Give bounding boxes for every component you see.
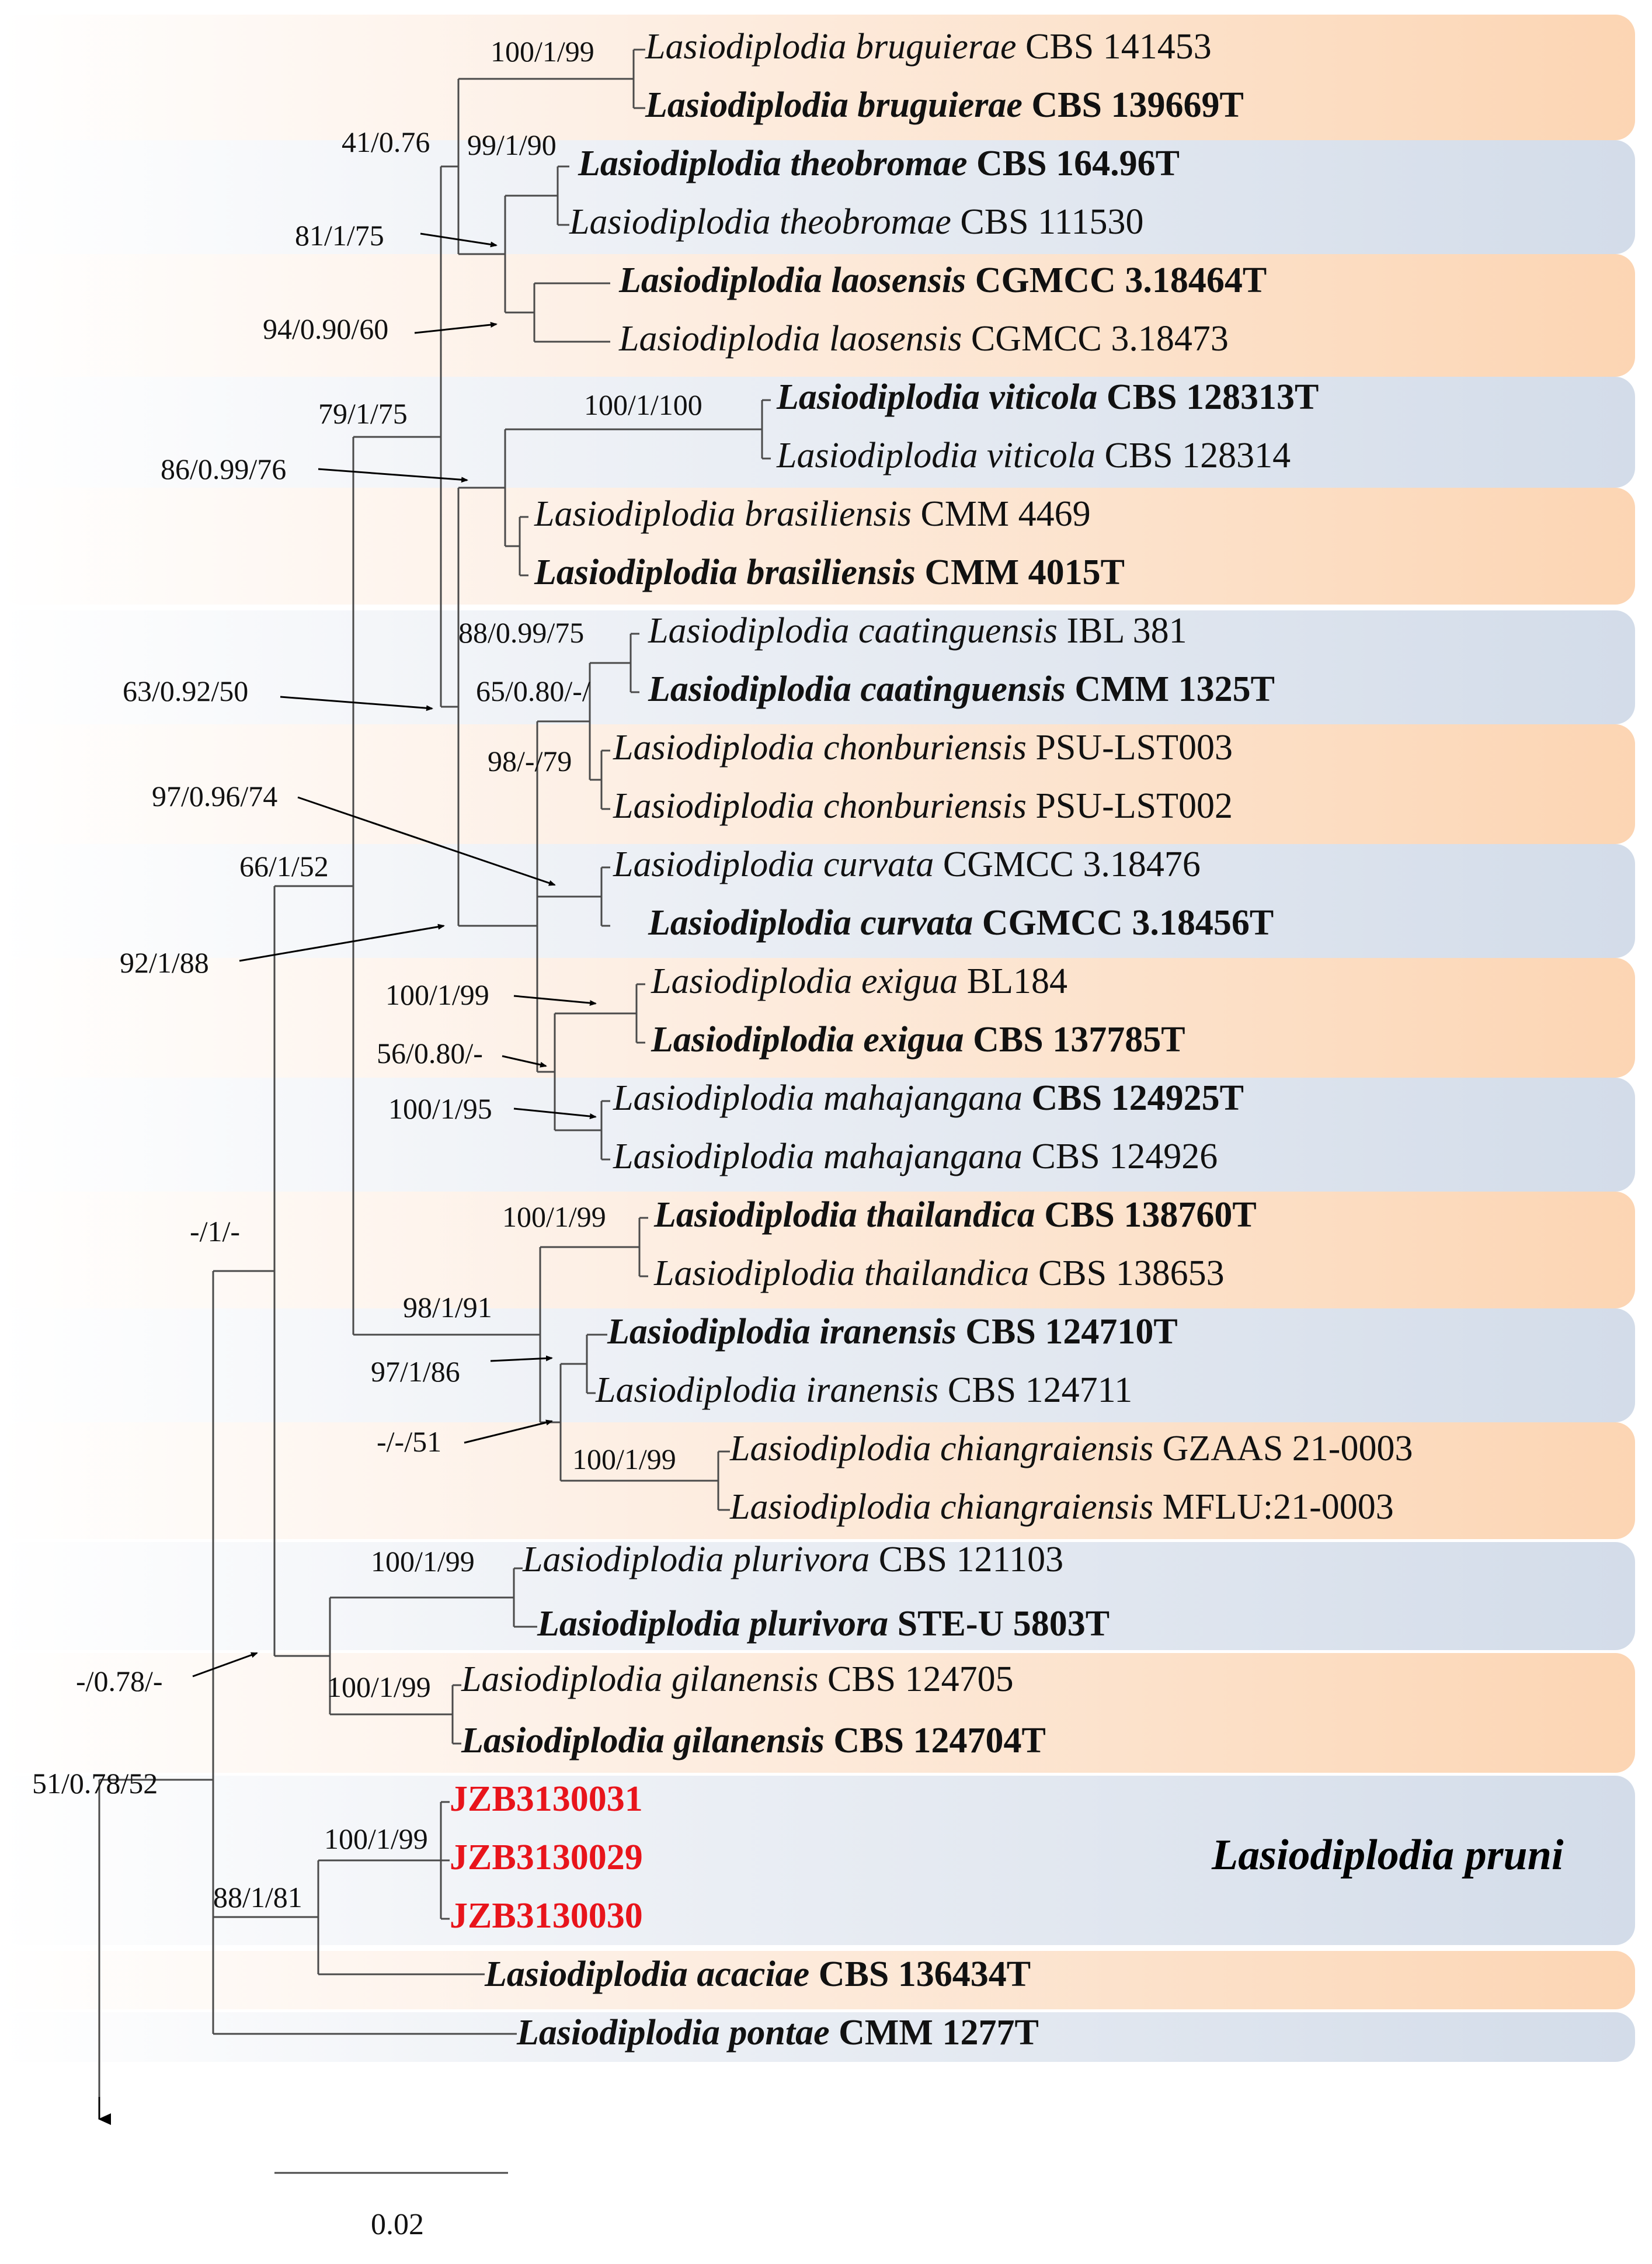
taxon-epithet: exigua xyxy=(861,961,967,1001)
taxon-genus: Lasiodiplodia xyxy=(654,1195,867,1235)
taxon-epithet: bruguierae xyxy=(857,85,1032,125)
taxon-epithet: curvata xyxy=(823,845,943,884)
taxon-epithet: caatinguensis xyxy=(858,611,1067,651)
taxon-genus: Lasiodiplodia xyxy=(651,1020,864,1060)
taxon-strain: CBS 124705 xyxy=(827,1659,1014,1699)
taxon-genus: Lasiodiplodia xyxy=(523,1540,733,1579)
taxon-epithet: gilanensis xyxy=(673,1721,834,1760)
taxon-genus: Lasiodiplodia xyxy=(569,202,780,242)
support-value: 97/1/86 xyxy=(371,1355,460,1388)
taxon-strain: CMM 1325T xyxy=(1074,669,1275,709)
taxon-epithet: theobromae xyxy=(790,144,977,183)
taxon-epithet: brasiliensis xyxy=(745,494,921,534)
support-value: 86/0.99/76 xyxy=(161,453,287,485)
taxon-label xyxy=(450,1838,643,1877)
taxon-label xyxy=(595,1370,1132,1410)
taxon-label xyxy=(618,261,1267,300)
support-value: 88/0.99/75 xyxy=(458,616,585,649)
support-value: 94/0.90/60 xyxy=(263,312,389,345)
taxon-strain: CBS 141453 xyxy=(1025,27,1212,67)
taxon-label xyxy=(461,1659,1014,1699)
taxon-epithet: pontae xyxy=(729,2013,839,2053)
taxon-strain: CBS 139669T xyxy=(1031,85,1244,125)
taxon-genus: Lasiodiplodia xyxy=(648,669,861,709)
support-value: 100/1/99 xyxy=(324,1822,428,1855)
taxon-label xyxy=(534,494,1091,534)
support-value: 51/0.78/52 xyxy=(32,1767,158,1800)
taxon-strain: CMM 4469 xyxy=(920,494,1091,534)
taxon-label xyxy=(776,377,1319,417)
support-value: -/-/51 xyxy=(377,1425,442,1458)
taxon-strain: PSU-LST002 xyxy=(1035,786,1233,826)
taxon-label xyxy=(450,1779,643,1819)
taxon-strain: CGMCC 3.18456T xyxy=(982,903,1274,943)
taxon-strain: CBS 121103 xyxy=(878,1540,1064,1579)
taxon-epithet: exigua xyxy=(863,1020,973,1060)
taxon-label xyxy=(537,1604,1110,1644)
taxon-label xyxy=(607,1312,1178,1352)
taxon-epithet: caatinguensis xyxy=(860,669,1075,709)
taxon-label xyxy=(450,1896,643,1936)
taxon-epithet: plurivora xyxy=(749,1604,898,1644)
taxon-label xyxy=(648,903,1274,943)
taxon-strain: CBS 136434T xyxy=(818,1954,1031,1994)
taxon-genus: Lasiodiplodia xyxy=(596,1370,806,1410)
taxon-genus: Lasiodiplodia xyxy=(613,845,824,884)
taxon-genus: Lasiodiplodia xyxy=(619,261,832,300)
taxon-genus: Lasiodiplodia xyxy=(613,728,824,768)
taxon-label xyxy=(653,1253,1225,1293)
taxon-label xyxy=(461,1721,1046,1760)
taxon-genus: Lasiodiplodia xyxy=(537,1604,750,1644)
taxon-label xyxy=(645,85,1244,125)
taxon-epithet: brasiliensis xyxy=(746,553,925,592)
taxon-genus: Lasiodiplodia xyxy=(651,961,862,1001)
taxon-label xyxy=(776,436,1291,475)
support-value: 56/0.80/- xyxy=(377,1037,483,1070)
taxon-epithet: acaciae xyxy=(697,1954,819,1994)
support-value: 100/1/99 xyxy=(572,1443,676,1475)
taxon-label xyxy=(653,1195,1257,1235)
taxon-epithet: mahajangana xyxy=(823,1078,1032,1118)
taxon-label xyxy=(648,611,1187,651)
taxon-label xyxy=(578,144,1180,183)
support-value: 66/1/52 xyxy=(239,850,329,883)
taxon-label xyxy=(729,1487,1394,1527)
taxon-label xyxy=(651,961,1067,1001)
taxon-label xyxy=(613,845,1201,884)
taxon-strain: CMM 1277T xyxy=(839,2013,1039,2053)
taxon-strain: CGMCC 3.18476 xyxy=(942,845,1201,884)
taxon-strain: CGMCC 3.18464T xyxy=(975,261,1267,300)
taxon-strain: CMM 4015T xyxy=(924,553,1125,592)
taxon-genus: Lasiodiplodia xyxy=(730,1487,941,1527)
taxon-genus: Lasiodiplodia xyxy=(485,1954,697,1994)
taxon-strain: CBS 124925T xyxy=(1031,1078,1244,1118)
taxon-label xyxy=(516,2013,1039,2053)
taxon-epithet: bruguierae xyxy=(855,27,1026,67)
taxon-genus: Lasiodiplodia xyxy=(777,436,987,475)
taxon-strain: PSU-LST003 xyxy=(1035,728,1233,768)
support-value: 100/1/99 xyxy=(491,35,594,68)
taxon-epithet: viticola xyxy=(987,436,1105,475)
taxon-strain: MFLU:21-0003 xyxy=(1162,1487,1394,1527)
taxon-strain: CBS 137785T xyxy=(973,1020,1185,1060)
taxon-genus: Lasiodiplodia xyxy=(607,1312,820,1352)
taxon-strain: STE-U 5803T xyxy=(897,1604,1110,1644)
taxon-label xyxy=(645,27,1212,67)
clade-label-pruni: Lasiodiplodia pruni xyxy=(1212,1831,1564,1879)
support-value: 63/0.92/50 xyxy=(123,675,249,707)
taxon-label xyxy=(484,1954,1031,1994)
taxon-strain: CBS 124926 xyxy=(1031,1137,1218,1176)
support-value: 100/1/99 xyxy=(371,1545,475,1578)
support-value: 100/1/99 xyxy=(502,1200,606,1233)
taxon-label xyxy=(569,202,1143,242)
taxon-epithet: thailandica xyxy=(866,1195,1045,1235)
taxon-epithet: mahajangana xyxy=(823,1137,1032,1176)
taxon-genus: Lasiodiplodia xyxy=(730,1429,941,1468)
support-value: 65/0.80/-/ xyxy=(476,675,590,707)
taxon-genus: Lasiodiplodia xyxy=(517,2013,729,2053)
taxon-genus: Lasiodiplodia xyxy=(619,319,830,359)
support-value: 100/1/99 xyxy=(327,1671,431,1703)
support-value: -/0.78/- xyxy=(76,1665,163,1697)
taxon-strain: CBS 124704T xyxy=(833,1721,1046,1760)
taxon-label xyxy=(534,553,1125,592)
support-value: 100/1/99 xyxy=(385,978,489,1011)
taxon-label xyxy=(613,728,1233,768)
taxon-strain: BL184 xyxy=(966,961,1068,1001)
taxon-genus: Lasiodiplodia xyxy=(777,377,989,417)
taxon-label xyxy=(522,1540,1063,1579)
support-value: 88/1/81 xyxy=(213,1881,302,1914)
taxon-epithet: chiangraiensis xyxy=(940,1487,1163,1527)
taxon-strain: CBS 138653 xyxy=(1038,1253,1225,1293)
taxon-epithet: chonburiensis xyxy=(823,786,1036,826)
taxon-strain: CGMCC 3.18473 xyxy=(971,319,1229,359)
taxon-genus: Lasiodiplodia xyxy=(534,494,745,534)
taxon-epithet: theobromae xyxy=(780,202,961,242)
taxon-epithet: laosensis xyxy=(831,261,975,300)
taxon-strain: CBS 111530 xyxy=(960,202,1144,242)
taxon-epithet: iranensis xyxy=(819,1312,966,1352)
support-value: 81/1/75 xyxy=(295,219,384,252)
taxon-epithet: curvata xyxy=(860,903,982,943)
taxon-epithet: laosensis xyxy=(829,319,971,359)
taxon-strain: JZB3130029 xyxy=(450,1838,643,1877)
taxon-genus: Lasiodiplodia xyxy=(645,27,856,67)
taxon-label xyxy=(613,786,1233,826)
taxon-genus: Lasiodiplodia xyxy=(461,1721,674,1760)
support-value: 98/-/79 xyxy=(488,745,572,777)
taxon-genus: Lasiodiplodia xyxy=(534,553,747,592)
taxon-epithet: chiangraiensis xyxy=(940,1429,1163,1468)
taxon-genus: Lasiodiplodia xyxy=(578,144,791,183)
taxon-epithet: chonburiensis xyxy=(823,728,1036,768)
taxon-genus: Lasiodiplodia xyxy=(613,1078,824,1118)
taxon-genus: Lasiodiplodia xyxy=(648,903,861,943)
scale-bar xyxy=(274,2173,508,2241)
taxon-strain: IBL 381 xyxy=(1066,611,1187,651)
taxon-epithet: plurivora xyxy=(733,1540,879,1579)
taxon-genus: Lasiodiplodia xyxy=(613,786,824,826)
taxon-epithet: iranensis xyxy=(806,1370,948,1410)
taxon-strain: CBS 124711 xyxy=(947,1370,1133,1410)
support-value: 100/1/95 xyxy=(388,1092,492,1125)
taxon-strain: JZB3130030 xyxy=(450,1896,643,1936)
support-value: -/1/- xyxy=(190,1215,241,1248)
taxon-genus: Lasiodiplodia xyxy=(654,1253,865,1293)
support-value: 41/0.76 xyxy=(342,126,430,158)
taxon-strain: JZB3130031 xyxy=(450,1779,643,1819)
taxon-genus: Lasiodiplodia xyxy=(613,1137,824,1176)
taxon-label xyxy=(651,1020,1185,1060)
support-value: 99/1/90 xyxy=(467,129,557,161)
taxon-strain: CBS 128314 xyxy=(1104,436,1291,475)
support-value: 79/1/75 xyxy=(318,397,408,430)
taxon-epithet: gilanensis xyxy=(672,1659,827,1699)
support-value: 97/0.96/74 xyxy=(152,780,278,812)
taxon-label xyxy=(613,1078,1244,1118)
taxon-genus: Lasiodiplodia xyxy=(461,1659,672,1699)
taxon-strain: CBS 124710T xyxy=(965,1312,1178,1352)
taxon-label xyxy=(729,1429,1413,1468)
taxon-strain: CBS 138760T xyxy=(1044,1195,1257,1235)
taxon-strain: GZAAS 21-0003 xyxy=(1162,1429,1413,1468)
taxon-strain: CBS 164.96T xyxy=(976,144,1180,183)
support-value: 98/1/91 xyxy=(403,1291,492,1324)
taxon-epithet: thailandica xyxy=(864,1253,1038,1293)
support-value: 92/1/88 xyxy=(120,946,209,979)
taxon-label xyxy=(648,669,1275,709)
scale-bar-label: 0.02 xyxy=(371,2208,424,2241)
taxon-genus: Lasiodiplodia xyxy=(648,611,859,651)
support-value: 100/1/100 xyxy=(584,388,702,421)
taxon-epithet: viticola xyxy=(989,377,1107,417)
taxon-strain: CBS 128313T xyxy=(1106,377,1319,417)
taxon-label xyxy=(618,319,1229,359)
taxon-label xyxy=(613,1137,1218,1176)
taxon-genus: Lasiodiplodia xyxy=(645,85,858,125)
